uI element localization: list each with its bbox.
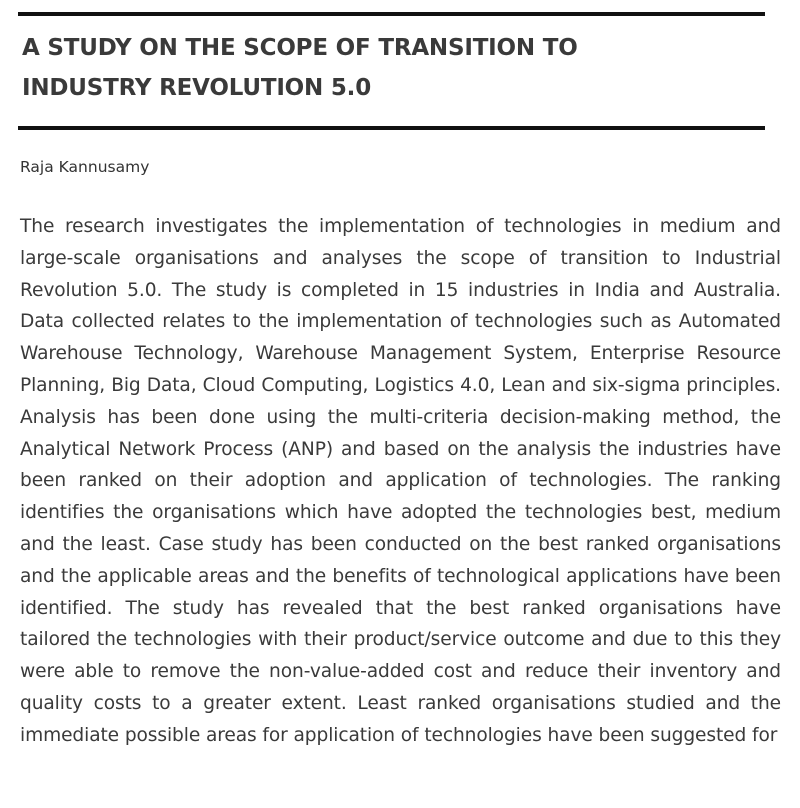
article-title [22,28,762,108]
bottom-divider [18,126,765,130]
author-name: Raja Kannusamy [20,158,150,176]
title-line-1: A STUDY ON THE SCOPE OF TRANSITION TO [22,35,578,61]
title-line-2: INDUSTRY REVOLUTION 5.0 [22,75,372,101]
abstract-text: The research investigates the implementation of technologies in medium and large-scale organisations and analyses the scope of transition to Industrial Revolution 5.0. The study is completed in 15 industries in India and Australia. Data collected relates to the implementation of technologies such as Automated Warehouse Technology, Warehouse Management System, Enterprise Resource Planning, Big Data, Cloud Computing, Logistics 4.0, Lean and six-sigma principles. Analysis has been done using the multi-criteria decision-making method, the Analytical Network Process (ANP) and based on the analysis the industries have been ranked on their adoption and application of technologies. The ranking identifies the organisations which have adopted the technologies best, medium and the least. Case study has been conducted on the best ranked organisations and the applicable areas and the benefits of technological applications have been identified. The study has revealed that the best ranked organisations have tailored the technologies with their product/service outcome and due to this they were able to remove the non-value-added cost and reduce their inventory and quality costs to a greater extent. Least ranked organisations studied and the immediate possible areas for application of technologies have been suggested for [20,216,781,746]
top-divider [18,12,765,16]
